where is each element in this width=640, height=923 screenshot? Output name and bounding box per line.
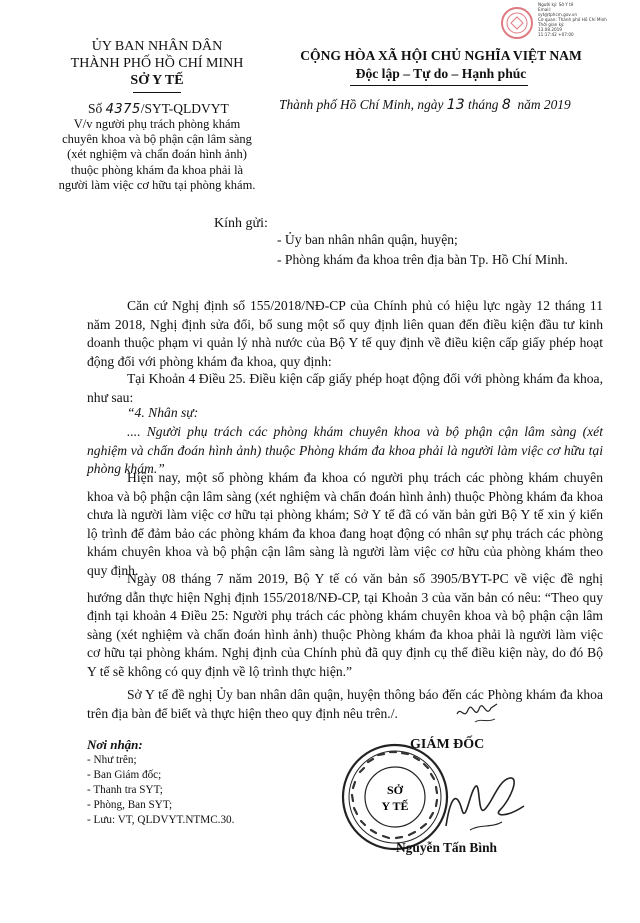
national-motto: Độc lập – Tự do – Hạnh phúc <box>355 66 527 81</box>
national-title: CỘNG HÒA XÃ HỘI CHỦ NGHĨA VIỆT NAM <box>300 48 582 63</box>
body-paragraph-current-situation: Hiện nay, một số phòng khám đa khoa có người phụ trách các phòng khám chuyên khoa và bộ phận cận lâm sàng (xét nghiệm và chẩn đoán hình ảnh) thuộc Phòng khám đa khoa chưa là người làm việc cơ hữu tại phòng khám; Sở Y tế đã có văn bản gửi Bộ Y tế xin ý kiến lộ trình để đảm bảo các phòng khám đa khoa đang hoạt động có nhân sự phụ trách các phòng khám chuyên khoa và bộ phận cận lâm sàng là người làm việc cơ hữu của phòng khám theo quy định. <box>87 470 603 578</box>
body-paragraph-request: Sở Y tế đề nghị Ủy ban nhân dân quận, huyện thông báo đến các Phòng khám đa khoa trên địa bàn để biết và thực hiện theo quy định nêu trên./. <box>87 687 603 721</box>
body-paragraph-legal-basis: Căn cứ Nghị định số 155/2018/NĐ-CP của Chính phủ có hiệu lực ngày 12 tháng 11 năm 2018, Nghị định sửa đổi, bổ sung một số quy định liên quan đến điều kiện đầu tư kinh doanh thuộc phạm vi quản lý nhà nước của Bộ Y tế quy định về điều kiện cấp giấy phép hoạt động đối với phòng khám đa khoa, quy định: <box>87 298 603 369</box>
body-paragraph-clause: Tại Khoản 4 Điều 25. Điều kiện cấp giấy phép hoạt động đối với phòng khám đa khoa, như sau: <box>87 371 603 405</box>
distribution-item: - Lưu: VT, QLDVYT.NTMC.30. <box>87 814 235 826</box>
distribution-item: - Thanh tra SYT; <box>87 784 163 796</box>
document-subject <box>50 117 264 193</box>
authority-line-1: ỦY BAN NHÂN DÂN <box>91 39 223 54</box>
distribution-block <box>87 736 327 828</box>
authority-line-2: THÀNH PHỐ HỒ CHÍ MINH <box>70 56 244 71</box>
e-signature-time-label: Thời gian ký: <box>538 22 565 27</box>
issue-date-month-label: tháng <box>467 97 499 112</box>
e-signature-org: Cơ quan: Thành phố Hồ Chí Minh <box>538 17 607 22</box>
subject-line: V/v người phụ trách phòng khám <box>73 117 241 131</box>
issue-date-prefix: Thành phố Hồ Chí Minh, ngày <box>279 97 444 112</box>
motto-underline <box>350 85 528 86</box>
issue-date-year: năm 2019 <box>517 97 571 112</box>
issuing-authority <box>52 38 262 89</box>
subject-line: người làm việc cơ hữu tại phòng khám. <box>58 177 256 192</box>
e-signature-signer: Người ký: Sở Y tế <box>538 2 574 7</box>
distribution-item: - Ban Giám đốc; <box>87 769 162 781</box>
distribution-item: - Phòng, Ban SYT; <box>87 799 173 811</box>
stamp-center-top: SỞ <box>386 783 404 797</box>
recipient-item: - Phòng khám đa khoa trên địa bàn Tp. Hồ Chí Minh. <box>277 252 568 267</box>
body-paragraph-ministry-response: Ngày 08 tháng 7 năm 2019, Bộ Y tế có văn bản số 3905/BYT-PC về việc đề nghị hướng dẫn thực hiện Nghị định 155/2018/NĐ-CP, tại Khoản 3 của văn bản có nêu: “Theo quy định tại khoản 4 Điều 25: Người phụ trách các phòng khám chuyên khoa và bộ phận cận lâm sàng (xét nghiệm và chẩn đoán hình ảnh) thuộc Phòng khám đa khoa phải là người làm việc cơ hữu tại phòng khám. Nghị định của Chính phủ đã quy định cụ thể điều kiện này, do đó Bộ Y tế sẽ không có quy định về lộ trình thực hiện.” <box>87 571 603 679</box>
e-signature-seal-icon <box>500 6 534 40</box>
e-signature-email-label: Email: <box>538 7 552 12</box>
body-paragraph-quote-title: “4. Nhân sự: <box>127 405 199 420</box>
issue-date-month: 8 <box>501 97 511 113</box>
document-number-handwritten: 4375 <box>105 102 141 117</box>
distribution-item: - Như trên; <box>87 754 137 766</box>
subject-line: (xét nghiệm và chẩn đoán hình ảnh) <box>67 147 247 162</box>
signer-title: GIÁM ĐỐC <box>410 737 485 752</box>
national-header <box>268 47 614 83</box>
e-signature-email: syt@tphcm.gov.vn <box>538 12 577 17</box>
official-stamp-icon <box>340 742 450 852</box>
subject-line: thuộc phòng khám đa khoa phải là <box>70 162 244 177</box>
issue-date <box>279 96 619 114</box>
e-signature-time: 11:17:42 +07:00 <box>538 32 574 37</box>
stamp-center-bottom: Y TẾ <box>381 799 409 813</box>
recipients-list <box>277 230 607 270</box>
distribution-title: Nơi nhận: <box>87 737 143 752</box>
signer-name: Nguyễn Tấn Bình <box>396 840 497 855</box>
recipients-label: Kính gửi: <box>214 216 268 231</box>
handwritten-signature-icon <box>440 770 530 840</box>
e-signature-date: 13.08.2019 <box>538 27 562 32</box>
issue-date-day: 13 <box>446 97 465 113</box>
authority-underline <box>133 92 181 93</box>
authority-line-3: SỞ Y TẾ <box>130 73 184 88</box>
document-number-prefix: Số <box>88 101 103 116</box>
recipient-item: - Ủy ban nhân nhân quận, huyện; <box>277 232 458 247</box>
subject-line: chuyên khoa và bộ phận cận lâm sàng <box>62 132 252 147</box>
document-number-suffix: /SYT-QLDVYT <box>140 101 229 116</box>
body-paragraph-quote: .... Người phụ trách các phòng khám chuyên khoa và bộ phận cận lâm sàng (xét nghiệm và chẩn đoán hình ảnh) thuộc Phòng khám đa khoa phải là người làm việc cơ hữu tại phòng khám.” <box>87 424 603 477</box>
initials-mark-icon <box>455 700 499 726</box>
